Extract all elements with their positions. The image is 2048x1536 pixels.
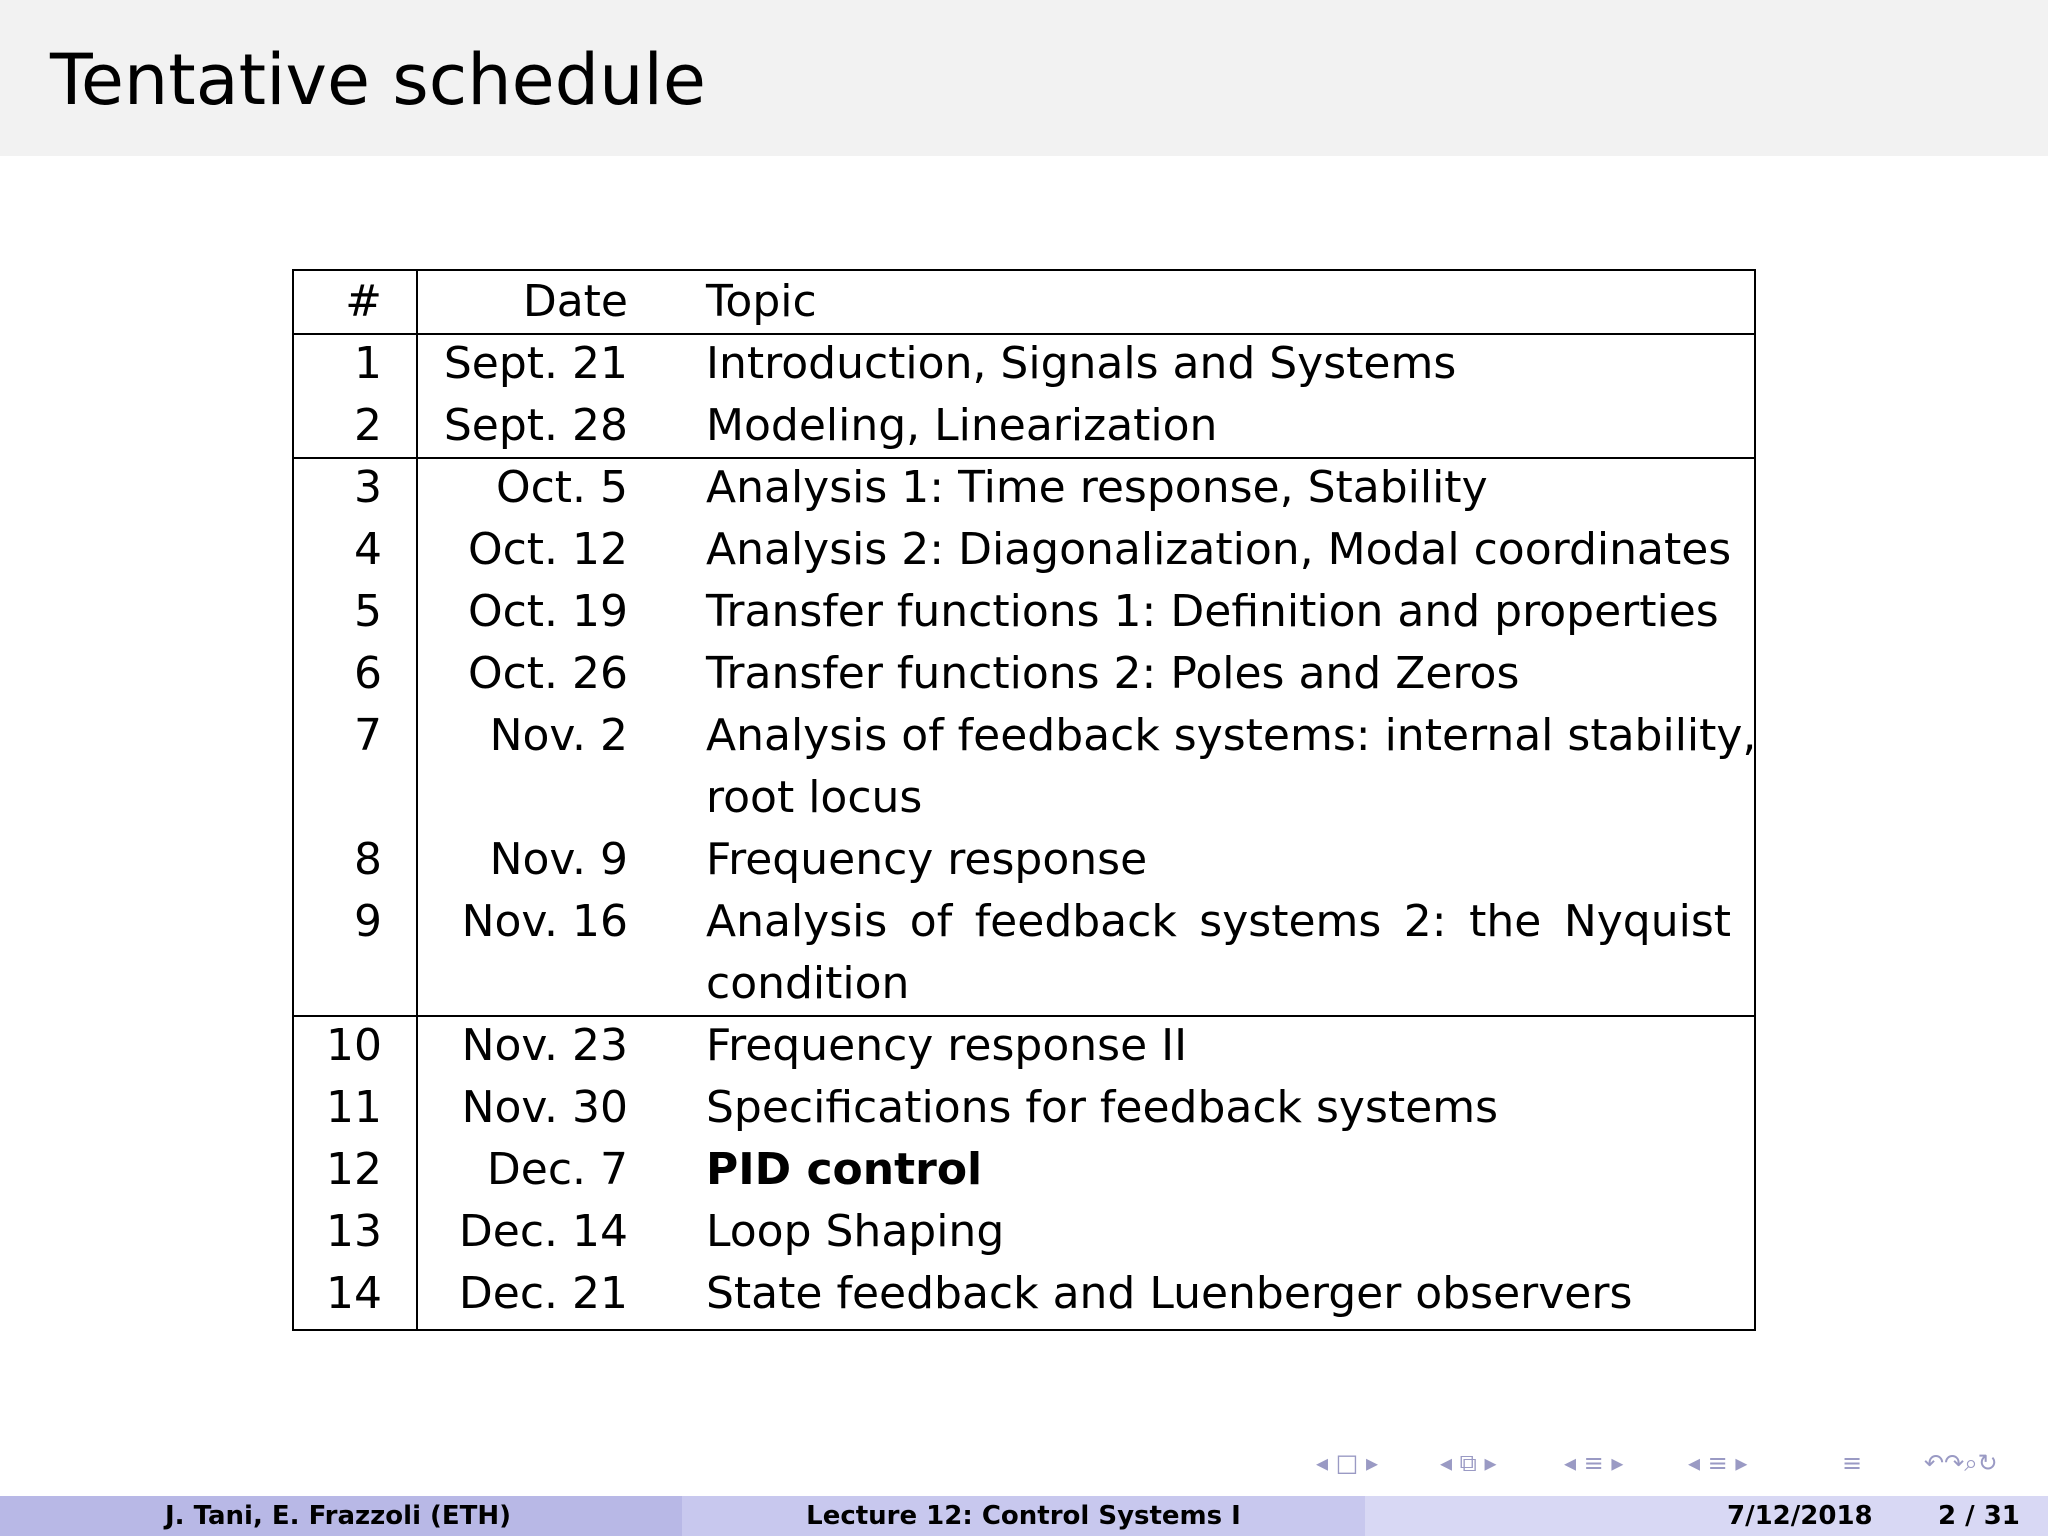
row-topic-current: PID control	[706, 1144, 983, 1195]
frame-nav-icon[interactable]: ◂ □ ▸	[1316, 1449, 1379, 1477]
row-topic: Analysis of feedback systems 2: the Nyquist	[706, 896, 1731, 947]
header-num: #	[345, 276, 382, 327]
row-date: Nov. 30	[461, 1082, 628, 1133]
subsection-nav-icon[interactable]: ◂ ⧉ ▸	[1440, 1449, 1497, 1477]
row-topic: condition	[706, 958, 910, 1009]
row-topic: root locus	[706, 772, 923, 823]
row-date: Oct. 5	[495, 462, 628, 513]
footer-page-number: 2 / 31	[1938, 1501, 2020, 1531]
row-topic: Frequency response	[706, 834, 1148, 885]
search-nav-icon[interactable]: ↶↷⌕↻	[1924, 1449, 1998, 1477]
table-row	[294, 643, 1754, 705]
row-num: 10	[326, 1020, 382, 1071]
row-topic: Analysis of feedback systems: internal stability,	[706, 710, 1757, 761]
row-date: Dec. 21	[458, 1268, 628, 1319]
table-row	[294, 581, 1754, 643]
slide-footer	[0, 1496, 2048, 1536]
footer-authors-segment	[0, 1496, 682, 1536]
row-num: 2	[354, 400, 382, 451]
row-date: Oct. 19	[467, 586, 628, 637]
table-row	[294, 519, 1754, 581]
slide-title: Tentative schedule	[50, 39, 706, 121]
table-header-row	[294, 271, 1754, 333]
row-date: Nov. 2	[489, 710, 628, 761]
row-topic: Transfer functions 1: Definition and properties	[706, 586, 1719, 637]
row-topic: Modeling, Linearization	[706, 400, 1218, 451]
row-topic: State feedback and Luenberger observers	[706, 1268, 1633, 1319]
footer-date-segment	[1365, 1496, 2048, 1536]
row-topic: Transfer functions 2: Poles and Zeros	[706, 648, 1520, 699]
header-date: Date	[522, 276, 628, 327]
row-num: 3	[354, 462, 382, 513]
row-topic: Introduction, Signals and Systems	[706, 338, 1457, 389]
row-num: 8	[354, 834, 382, 885]
row-topic: Analysis 1: Time response, Stability	[706, 462, 1488, 513]
table-row-continuation	[294, 953, 1754, 1015]
row-topic: Analysis 2: Diagonalization, Modal coordinates	[706, 524, 1732, 575]
table-row-continuation	[294, 767, 1754, 829]
row-num: 14	[326, 1268, 382, 1319]
row-topic: Frequency response II	[706, 1020, 1188, 1071]
header-topic: Topic	[706, 276, 817, 327]
row-num: 12	[326, 1144, 382, 1195]
row-num: 1	[354, 338, 382, 389]
table-row	[294, 1015, 1754, 1077]
row-date: Oct. 26	[467, 648, 628, 699]
table-row	[294, 1263, 1754, 1325]
table-row	[294, 705, 1757, 767]
table-row	[294, 1077, 1754, 1139]
row-num: 13	[326, 1206, 382, 1257]
footer-lecture-segment	[682, 1496, 1365, 1536]
subsubsection-nav-icon[interactable]: ◂ ≡ ▸	[1688, 1449, 1748, 1477]
row-topic: Specifications for feedback systems	[706, 1082, 1498, 1133]
footer-date: 7/12/2018	[1727, 1501, 1873, 1531]
row-date: Nov. 23	[461, 1020, 628, 1071]
row-date: Nov. 9	[489, 834, 628, 885]
row-num: 11	[326, 1082, 382, 1133]
row-num: 6	[354, 648, 382, 699]
table-row-highlighted	[294, 1139, 1754, 1201]
section-nav-icon[interactable]: ◂ ≡ ▸	[1564, 1449, 1624, 1477]
row-date: Oct. 12	[467, 524, 628, 575]
table-row	[294, 457, 1754, 519]
table-row	[294, 829, 1754, 891]
slide-title-bar	[0, 0, 2048, 156]
row-num: 4	[354, 524, 382, 575]
row-date: Dec. 14	[458, 1206, 628, 1257]
schedule-table	[292, 269, 1756, 1331]
row-num: 5	[354, 586, 382, 637]
footer-lecture-title: Lecture 12: Control Systems I	[806, 1501, 1241, 1531]
row-date: Dec. 7	[486, 1144, 628, 1195]
row-date: Sept. 28	[443, 400, 628, 451]
row-num: 9	[354, 896, 382, 947]
table-row	[294, 395, 1754, 457]
row-num: 7	[354, 710, 382, 761]
row-date: Sept. 21	[443, 338, 628, 389]
row-date: Nov. 16	[461, 896, 628, 947]
row-topic: Loop Shaping	[706, 1206, 1005, 1257]
footer-authors: J. Tani, E. Frazzoli (ETH)	[165, 1501, 512, 1531]
align-nav-icon[interactable]: ≡	[1842, 1449, 1863, 1477]
table-row	[294, 333, 1754, 395]
table-row	[294, 891, 1754, 953]
table-row	[294, 1201, 1754, 1263]
